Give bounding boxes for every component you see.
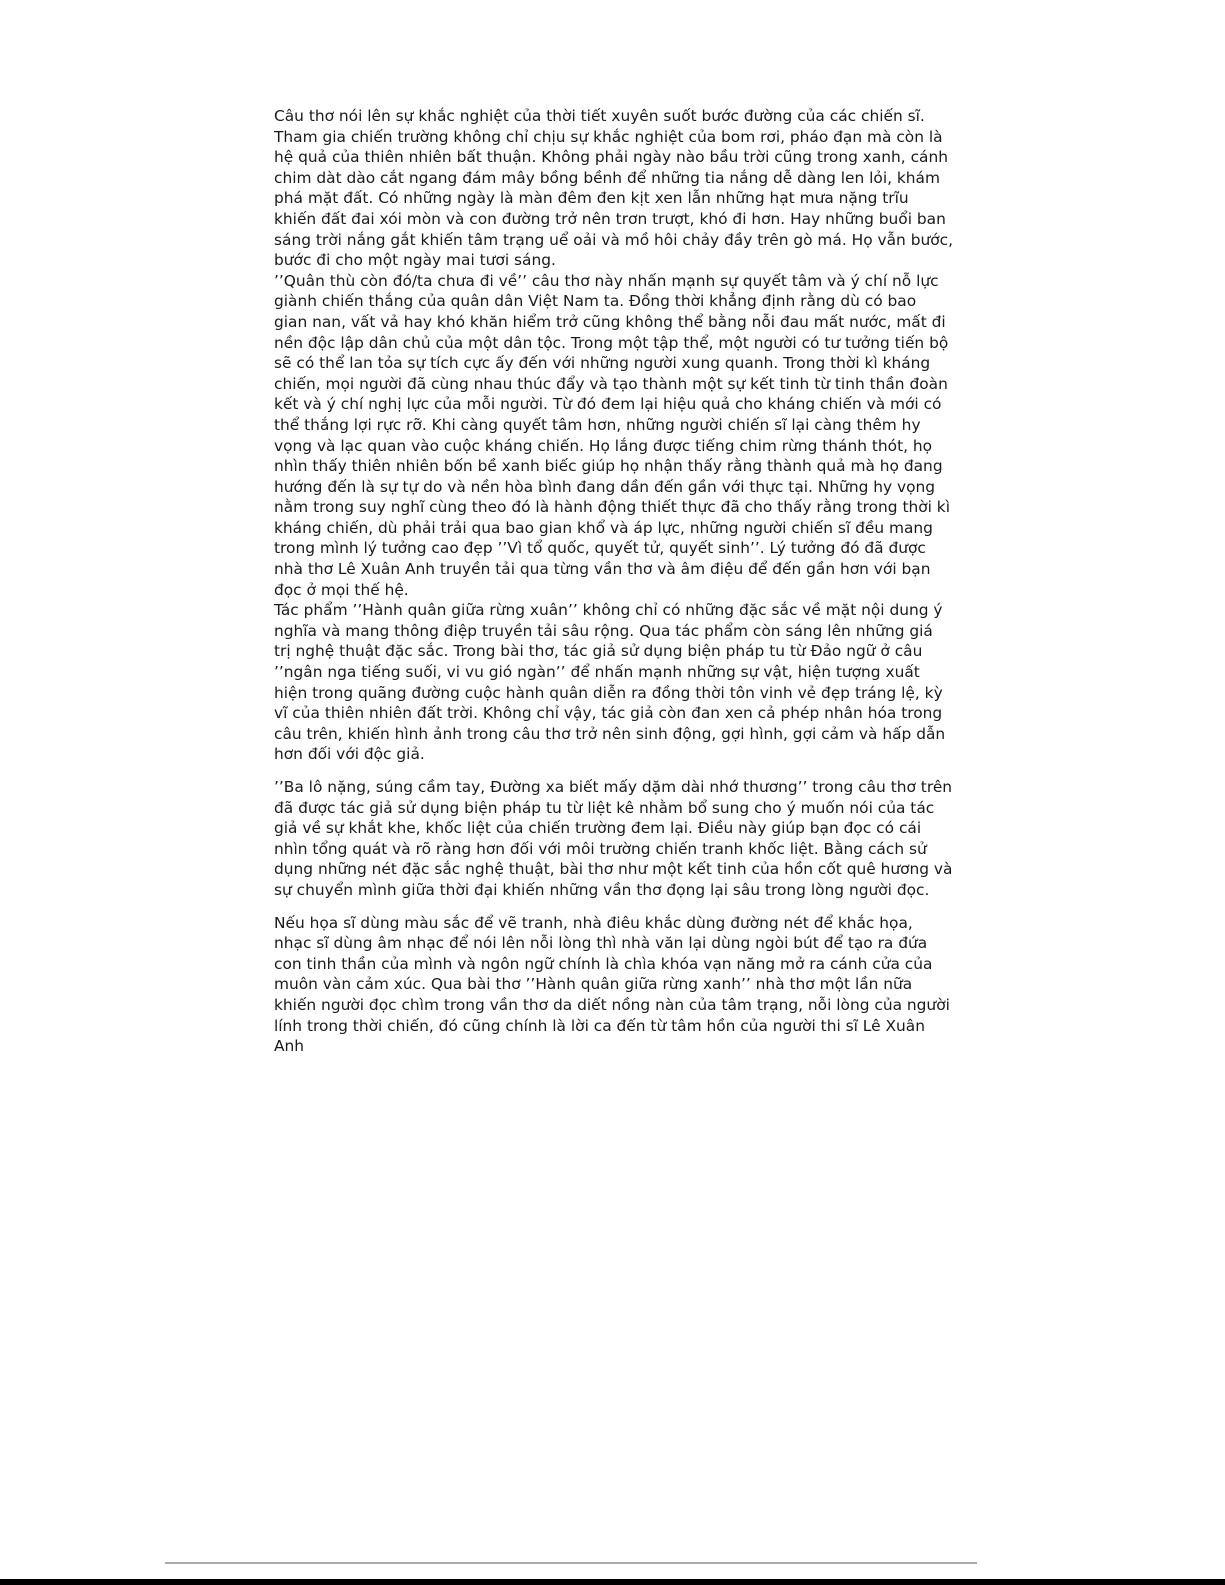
bottom-edge-bar [0, 1579, 1225, 1585]
paragraph-enumeration: ’’Ba lô nặng, súng cầm tay, Đường xa biết mấy dặm dài nhớ thương’’ trong câu thơ trên đã được tác giả sử dụng biện pháp tu từ liệt kê nhằm bổ sung cho ý muốn nói của tác giả về sự khắt khe, khốc liệt của chiến trường đem lại. Điều này giúp bạn đọc có cái nhìn tổng quát và rõ ràng hơn đối với môi trường chiến tranh khốc liệt. Bằng cách sử dụng những nét đặc sắc nghệ thuật, bài thơ như một kết tinh của hồn cốt quê hương và sự chuyển mình giữa thời đại khiến những vần thơ đọng lại sâu trong lòng người đọc. [274, 778, 953, 899]
paragraph-weather: Câu thơ nói lên sự khắc nghiệt của thời tiết xuyên suốt bước đường của các chiến sĩ. Tham gia chiến trường không chỉ chịu sự khắc nghiệt của bom rơi, pháo đạn mà còn là hệ quả của thiên nhiên bất thuận. Không phải ngày nào bầu trời cũng trong xanh, cánh chim dàt dào cắt ngang đám mây bồng bềnh để những tia nắng dễ dàng len lỏi, khám phá mặt đất. Có những ngày là màn đêm đen kịt xen lẫn những hạt mưa nặng trĩu khiến đất đai xói mòn và con đường trở nên trơn trượt, khó đi hơn. Hay những buổi ban sáng trời nắng gắt khiến tâm trạng uể oải và mồ hôi chảy đầy trên gò má. Họ vẫn bước, bước đi cho một ngày mai tươi sáng. [274, 107, 953, 270]
paragraph-conclusion: Nếu họa sĩ dùng màu sắc để vẽ tranh, nhà điêu khắc dùng đường nét để khắc họa, nhạc sĩ dùng âm nhạc để nói lên nỗi lòng thì nhà văn lại dùng ngòi bút để tạo ra đứa con tinh thần của mình và ngôn ngữ chính là chìa khóa vạn năng mở ra cánh cửa của muôn vàn cảm xúc. Qua bài thơ ’’Hành quân giữa rừng xanh’’ nhà thơ một lần nữa khiến người đọc chìm trong vần thơ da diết nồng nàn của tâm trạng, nỗi lòng của người lính trong thời chiến, đó cũng chính là lời ca đến từ tâm hồn của người thi sĩ Lê Xuân Anh [274, 913, 950, 1056]
paragraph-determination: ’’Quân thù còn đó/ta chưa đi về’’ câu thơ này nhấn mạnh sự quyết tâm và ý chí nỗ lực giành chiến thắng của quân dân Việt Nam ta. Đồng thời khẳng định rằng dù có bao gian nan, vất vả hay khó khăn hiểm trở cũng không thể bằng nỗi đau mất nước, mất đi nền độc lập dân chủ của một dân tộc. Trong một tập thể, một người có tư tưởng tiến bộ sẽ có thể lan tỏa sự tích cực ấy đến với những người xung quanh. Trong thời kì kháng chiến, mọi người đã cùng nhau thúc đẩy và tạo thành một sự kết tinh từ tinh thần đoàn kết và ý chí nghị lực của mỗi người. Từ đó đem lại hiệu quả cho kháng chiến và mới có thể thắng lợi rực rỡ. Khi càng quyết tâm hơn, những người chiến sĩ lại càng thêm hy vọng và lạc quan vào cuộc kháng chiến. Họ lắng được tiếng chim rừng thánh thót, họ nhìn thấy thiên nhiên bốn bề xanh biếc giúp họ nhận thấy rằng thành quả mà họ đang hướng đến là sự tự do và nền hòa bình đang dần đến gần với thực tại. Những hy vọng nằm trong suy nghĩ cùng theo đó là hành động thiết thực đã cho thấy rằng trong thời kì kháng chiến, dù phải trải qua bao gian khổ và áp lực, những người chiến sĩ đều mang trong mình lý tưởng cao đẹp ’’Vì tổ quốc, quyết tử, quyết sinh’’. Lý tưởng đó đã được nhà thơ Lê Xuân Anh truyền tải qua từng vần thơ và âm điệu để đến gần hơn với bạn đọc ở mọi thế hệ. [274, 271, 951, 599]
page-separator-line [165, 1562, 977, 1564]
paragraph-artistic-value: Tác phẩm ’’Hành quân giữa rừng xuân’’ không chỉ có những đặc sắc về mặt nội dung ý nghĩa và mang thông điệp truyền tải sâu rộng. Qua tác phẩm còn sáng lên những giá trị nghệ thuật đặc sắc. Trong bài thơ, tác giả sử dụng biện pháp tu từ Đảo ngữ ở câu ’’ngân nga tiếng suối, vi vu gió ngàn’’ để nhấn mạnh những sự vật, hiện tượng xuất hiện trong quãng đường cuộc hành quân diễn ra đồng thời tôn vinh vẻ đẹp tráng lệ, kỳ vĩ của thiên nhiên đất trời. Không chỉ vậy, tác giả còn đan xen cả phép nhân hóa trong câu trên, khiến hình ảnh trong câu thơ trở nên sinh động, gợi hình, gợi cảm và hấp dẫn hơn đối với độc giả. [274, 601, 946, 764]
document-body [274, 106, 954, 1057]
